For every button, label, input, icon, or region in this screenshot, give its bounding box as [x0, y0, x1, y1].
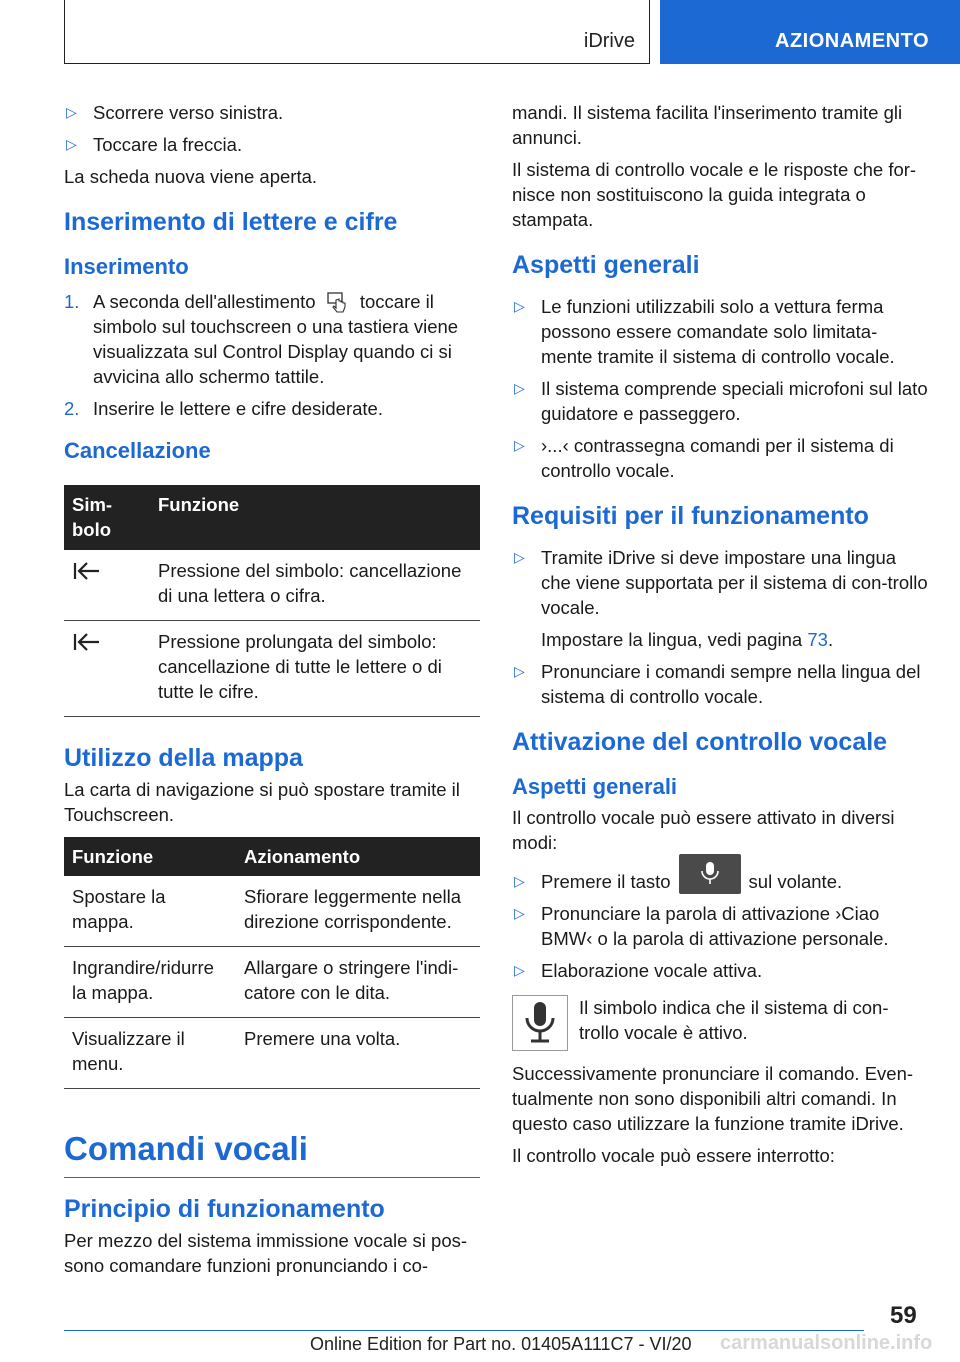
paragraph: La scheda nuova viene aperta.	[64, 166, 318, 187]
heading-voice: Comandi vocali	[64, 1129, 480, 1178]
list-item: ▷ Pronunciare la parola di attivazione ›Ciao BMW‹ o la parola di attivazione personale.	[514, 903, 889, 950]
heading-input: Inserimento di lettere e cifre	[64, 208, 398, 236]
heading-requirements: Requisiti per il funzionamento	[512, 502, 869, 530]
header-section: iDrive	[583, 30, 635, 52]
list-item: ▷ Elaborazione vocale attiva.	[514, 960, 763, 982]
col-symbol: Sim-bolo	[64, 485, 150, 550]
map-table	[64, 837, 480, 1089]
footer-divider	[64, 1330, 864, 1331]
triangle-bullet-icon: ▷	[514, 549, 525, 565]
heading-insertion: Inserimento	[64, 254, 189, 279]
table-row: Ingrandire/ridurre la mappa. Allargare o stringere l'indi-catore con le dita.	[64, 947, 480, 1018]
triangle-bullet-icon: ▷	[514, 962, 525, 979]
heading-map: Utilizzo della mappa	[64, 744, 303, 773]
delete-table	[64, 485, 480, 717]
table-header	[64, 837, 480, 876]
col-operation: Azionamento	[236, 837, 480, 876]
header-section-box	[64, 0, 650, 64]
header-chapter: AZIONAMENTO	[775, 30, 930, 52]
list-item: ▷ Scorrere verso sinistra.	[66, 102, 284, 123]
triangle-bullet-icon: ▷	[514, 905, 525, 922]
right-column	[512, 100, 928, 1175]
watermark: carmanualsonline.info	[720, 1332, 933, 1354]
backspace-icon	[72, 561, 102, 581]
paragraph: Il controllo vocale può essere attivato in diversi modi:	[512, 807, 895, 853]
heading-general-2: Aspetti generali	[512, 774, 678, 799]
triangle-bullet-icon: ▷	[514, 380, 525, 396]
paragraph: Il controllo vocale può essere interrotto:	[512, 1145, 835, 1167]
step-2: 2. Inserire le lettere e cifre desiderate.	[64, 398, 383, 420]
triangle-bullet-icon: ▷	[66, 136, 77, 152]
list-item: ▷ Le funzioni utilizzabili solo a vettura ferma possono essere comandate solo limitata-mente tramite il sistema di controllo vocale.	[514, 296, 895, 367]
paragraph: Il sistema di controllo vocale e le risposte che for-nisce non sostituiscono la guida integrata o stampata.	[512, 159, 917, 230]
triangle-bullet-icon: ▷	[514, 663, 525, 679]
heading-delete: Cancellazione	[64, 438, 211, 464]
voice-symbol-note: Il simbolo indica che il sistema di con-trollo vocale è attivo.	[512, 995, 928, 1051]
table-row: Pressione prolungata del simbolo: cancellazione di tutte le lettere o di tutte le cifre.	[64, 621, 480, 717]
col-function: Funzione	[150, 485, 480, 550]
heading-principle: Principio di funzionamento	[64, 1195, 385, 1224]
triangle-bullet-icon: ▷	[66, 104, 77, 120]
table-row: Visualizzare il menu. Premere una volta.	[64, 1018, 480, 1089]
heading-activation: Attivazione del controllo vocale	[512, 728, 888, 756]
table-header	[64, 485, 480, 550]
page-link[interactable]: 73	[807, 629, 828, 650]
list-item: ▷ Pronunciare i comandi sempre nella lingua del sistema di controllo vocale.	[514, 661, 921, 707]
triangle-bullet-icon: ▷	[514, 298, 525, 314]
paragraph: Successivamente pronunciare il comando. Even-tualmente non sono disponibili altri comandi. In questo caso utilizzare la funzione tramite iDrive.	[512, 1063, 914, 1135]
list-item: ▷ Premere il tasto sul volante.	[512, 869, 928, 894]
paragraph: Per mezzo del sistema immissione vocale si pos-sono comandare funzioni pronunciando i co-	[64, 1230, 468, 1277]
left-column	[64, 100, 480, 1285]
microphone-icon	[512, 995, 568, 1051]
page-number: 59	[890, 1302, 917, 1329]
list-item: ▷ Il sistema comprende speciali microfoni sul lato guidatore e passeggero.	[514, 378, 928, 424]
paragraph: La carta di navigazione si può spostare tramite il Touchscreen.	[64, 779, 460, 826]
paragraph: mandi. Il sistema facilita l'inserimento tramite gli annunci.	[512, 102, 903, 148]
touch-hand-icon	[327, 292, 349, 314]
voice-button-icon	[679, 854, 741, 894]
col-function: Funzione	[64, 837, 236, 876]
triangle-bullet-icon: ▷	[514, 437, 525, 453]
table-row: Pressione del simbolo: cancellazione di una lettera o cifra.	[64, 550, 480, 621]
backspace-icon	[72, 632, 102, 652]
table-row: Spostare la mappa. Sfiorare leggermente nella direzione corrispondente.	[64, 876, 480, 947]
list-item: ▷ Toccare la freccia.	[66, 134, 243, 155]
heading-general: Aspetti generali	[512, 251, 700, 279]
footer-edition: Online Edition for Part no. 01405A111C7 - VI/20	[310, 1334, 692, 1354]
list-item: ▷ ›...‹ contrassegna comandi per il sistema di controllo vocale.	[514, 435, 894, 481]
step-1: 1. A seconda dell'allestimento toccare il simbolo sul touchscreen o una tastiera viene visualizzata sul Control Display quando ci si avvicina allo schermo tattile.	[64, 291, 459, 388]
list-item: ▷ Tramite iDrive si deve impostare una lingua che viene supportata per il sistema di con-trollo vocale. Impostare la lingua, vedi pagina 73.	[514, 547, 928, 650]
triangle-bullet-icon: ▷	[514, 873, 525, 889]
